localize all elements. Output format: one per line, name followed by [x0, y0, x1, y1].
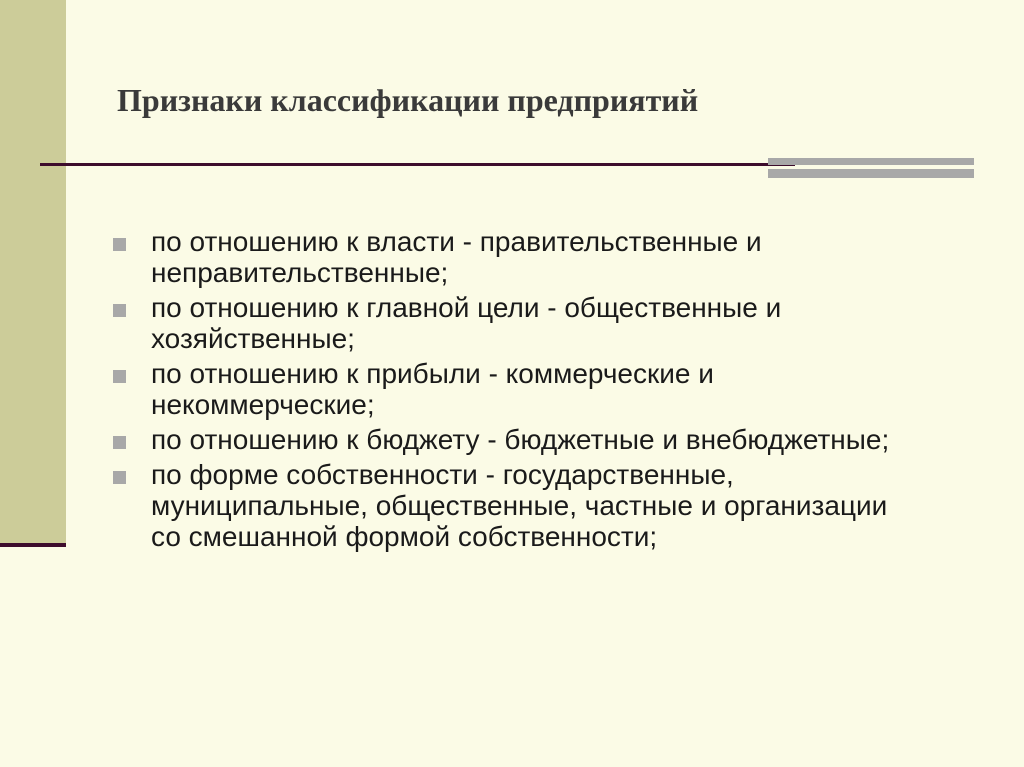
- bullet-item: [113, 358, 893, 420]
- title-divider: [40, 163, 795, 166]
- square-bullet-icon: [113, 238, 126, 251]
- bullet-text: по отношению к бюджету - бюджетные и внебюджетные;: [151, 424, 890, 455]
- bullet-list: [113, 226, 893, 556]
- bullet-text: по отношению к прибыли - коммерческие и некоммерческие;: [151, 358, 714, 420]
- bullet-text: по отношению к главной цели - общественные и хозяйственные;: [151, 292, 782, 354]
- bullet-item: [113, 424, 893, 455]
- bullet-item: [113, 459, 893, 552]
- bullet-item: [113, 292, 893, 354]
- bullet-text: по отношению к власти - правительственные и неправительственные;: [151, 226, 762, 288]
- left-side-bar: [0, 0, 66, 543]
- bullet-item: [113, 226, 893, 288]
- square-bullet-icon: [113, 304, 126, 317]
- decorative-bar-top: [768, 158, 974, 165]
- square-bullet-icon: [113, 436, 126, 449]
- decorative-bar-bottom: [768, 169, 974, 178]
- bullet-text: по форме собственности - государственные, муниципальные, общественные, частные и организации со смешанной формой собственности;: [151, 459, 888, 552]
- slide-title: Признаки классификации предприятий: [117, 82, 699, 118]
- square-bullet-icon: [113, 370, 126, 383]
- square-bullet-icon: [113, 471, 126, 484]
- left-side-bar-underline: [0, 543, 66, 547]
